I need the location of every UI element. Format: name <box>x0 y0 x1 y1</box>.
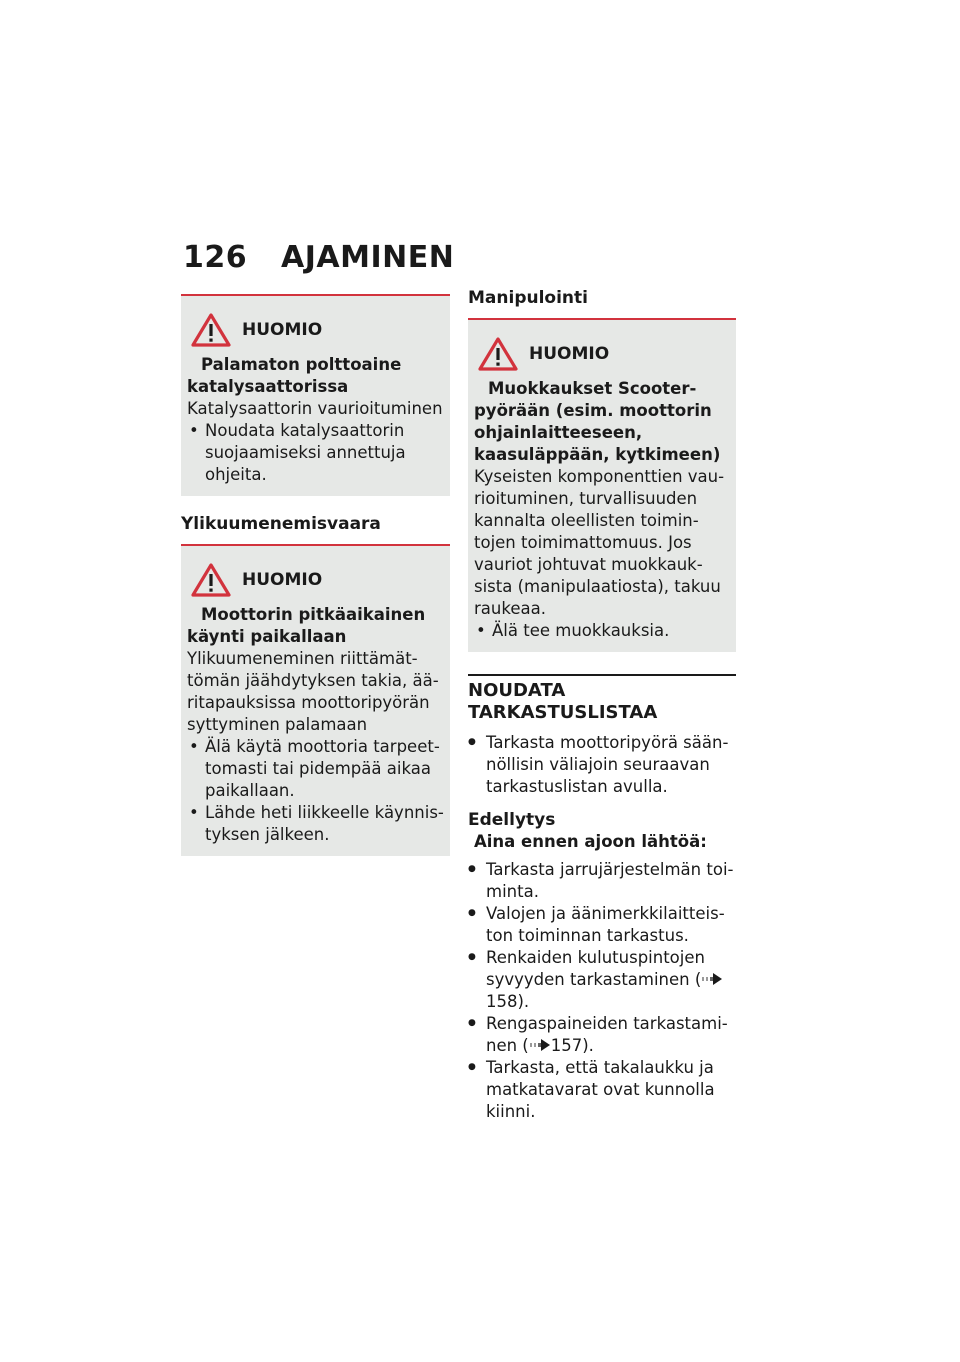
notice-bullets <box>187 420 444 486</box>
notice-header <box>478 334 730 374</box>
notice-subtitle: Muokkaukset Scooter-pyörään (esim. moottorin ohjainlaitteeseen, kaasuläppään, kytkimeen) <box>474 379 721 464</box>
checklist-heading <box>468 680 736 724</box>
notice-header <box>191 310 444 350</box>
requirement-text: Aina ennen ajoon lähtöä: <box>474 832 707 851</box>
list-item: ● Tarkasta, että takalaukku ja matkatavarat ovat kunnolla kiinni. <box>468 1057 736 1123</box>
section-heading-overheating: Ylikuumenemisvaara <box>181 514 381 534</box>
notice-title: HUOMIO <box>242 570 323 590</box>
notice-box-manipulation <box>468 318 736 652</box>
list-item: ● Tarkasta moottoripyörä säännöllisin väliajoin seuraavan tarkastuslistan avulla. <box>468 732 736 798</box>
page-reference[interactable]: 158 <box>486 992 518 1011</box>
notice-subtitle: Palamaton polttoaine katalysaattorissa <box>187 355 402 396</box>
list-item <box>468 947 736 1013</box>
notice-header <box>191 560 444 600</box>
chapter-title: AJAMINEN <box>281 240 455 275</box>
page-reference[interactable]: 157 <box>550 1036 583 1055</box>
notice-box-overheating <box>181 544 450 856</box>
section-heading-manipulation: Manipulointi <box>468 288 588 308</box>
list-item-text: Rengaspaineiden tarkastaminen ( <box>486 1014 728 1055</box>
list-item: • Älä käytä moottoria tarpeettomasti tai pidempää aikaa paikallaan. <box>187 736 444 802</box>
notice-title: HUOMIO <box>242 320 323 340</box>
requirement-heading: Edellytys <box>468 810 556 830</box>
page-reference-arrow-icon <box>529 1038 551 1052</box>
right-column <box>468 288 736 1123</box>
list-item <box>468 1013 736 1057</box>
notice-title: HUOMIO <box>529 344 610 364</box>
checklist-section <box>468 674 736 1123</box>
checklist-items <box>468 859 736 1123</box>
list-item: ● Tarkasta jarrujärjestelmän toiminta. <box>468 859 736 903</box>
notice-text: Katalysaattorin vaurioituminen <box>187 399 443 418</box>
notice-text: Kyseisten komponenttien vaurioituminen, turvallisuuden kannalta oleellisten toimintojen toimimattomuus. Jos vauriot johtuvat muokkauksista (manipulaatiosta), takuu raukeaa. <box>474 467 725 618</box>
notice-box-catalyst <box>181 294 450 496</box>
left-column <box>181 294 450 856</box>
checklist-heading-line: TARKASTUSLISTAA <box>468 702 658 723</box>
checklist-heading-line: NOUDATA <box>468 680 566 701</box>
page-header <box>183 240 454 275</box>
notice-bullets <box>474 620 730 642</box>
notice-text: Ylikuumeneminen riittämättömän jäähdytyksen takia, ääritapauksissa moottoripyörän syttyminen palamaan <box>187 649 439 734</box>
list-item: • Noudata katalysaattorin suojaamiseksi annettuja ohjeita. <box>187 420 444 486</box>
list-item-text: Renkaiden kulutuspintojen syvyyden tarkastaminen ( <box>486 948 705 989</box>
warning-triangle-icon <box>191 562 231 598</box>
checklist-intro <box>468 732 736 798</box>
warning-triangle-icon <box>478 336 518 372</box>
list-item: ● Valojen ja äänimerkkilaitteiston toiminnan tarkastus. <box>468 903 736 947</box>
list-item-suffix: ). <box>582 1036 594 1055</box>
list-item-suffix: ). <box>517 992 530 1011</box>
page-reference-arrow-icon <box>701 972 723 986</box>
list-item: • Älä tee muokkauksia. <box>474 620 730 642</box>
page-number: 126 <box>183 240 248 275</box>
list-item: • Lähde heti liikkeelle käynnistyksen jälkeen. <box>187 802 444 846</box>
notice-subtitle: Moottorin pitkäaikainen käynti paikallaan <box>187 605 426 646</box>
notice-bullets <box>187 736 444 846</box>
warning-triangle-icon <box>191 312 231 348</box>
